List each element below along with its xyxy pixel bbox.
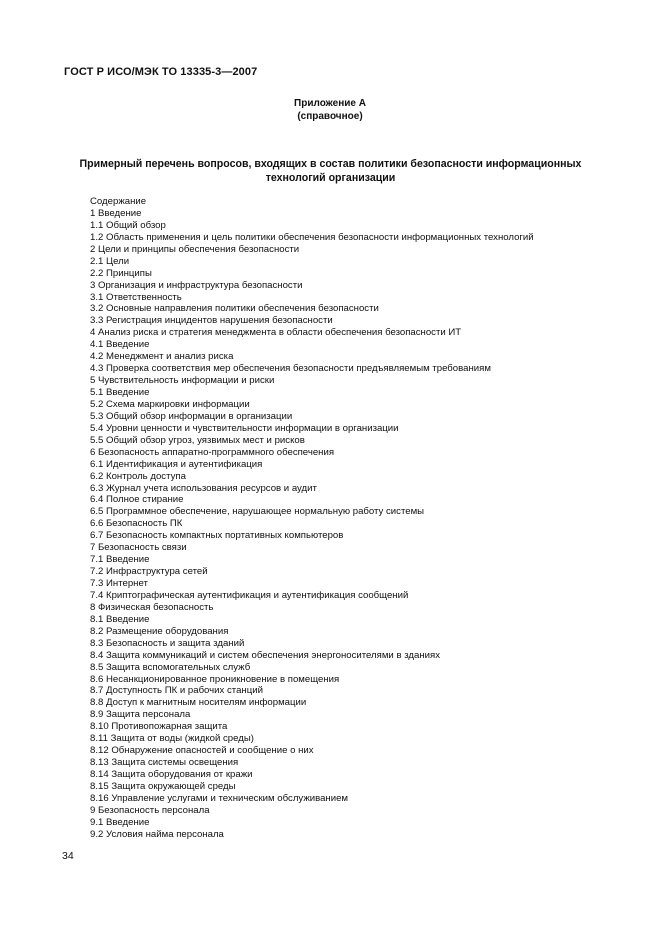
toc-item: 5.5 Общий обзор угроз, уязвимых мест и рисков [90, 434, 305, 446]
toc-item: 3 Организация и инфраструктура безопасности [90, 279, 303, 291]
toc-item: 8.1 Введение [90, 613, 150, 625]
toc-item: 6.4 Полное стирание [90, 494, 184, 506]
toc-item: 5.3 Общий обзор информации в организации [90, 410, 293, 422]
toc-item: 1.2 Область применения и цель политики обеспечения безопасности информационных технологий [90, 231, 534, 243]
toc-item: 3.1 Ответственность [90, 291, 182, 303]
toc-item: 6.3 Журнал учета использования ресурсов и аудит [90, 482, 317, 494]
toc-item: 2.2 Принципы [90, 267, 152, 279]
toc-heading: Содержание [90, 196, 147, 207]
toc-item: 8.7 Доступность ПК и рабочих станций [90, 685, 263, 697]
table-of-contents [90, 196, 610, 841]
toc-item: 2 Цели и принципы обеспечения безопасности [90, 243, 300, 255]
toc-item: 8.14 Защита оборудования от кражи [90, 769, 253, 780]
toc-item: 4.1 Введение [90, 339, 150, 351]
toc-item: 9.1 Введение [90, 816, 150, 828]
toc-item: 8 Физическая безопасность [90, 601, 214, 613]
toc-item: 8.8 Доступ к магнитным носителям информации [90, 697, 307, 709]
toc-item: 6.2 Контроль доступа [90, 470, 186, 482]
page-number: 34 [62, 850, 74, 862]
toc-item: 4.2 Менеджмент и анализ риска [90, 351, 234, 363]
toc-item: 8.13 Защита системы освещения [90, 757, 239, 769]
appendix-title: Приложение А [294, 98, 366, 109]
toc-item: 8.9 Защита персонала [90, 709, 191, 721]
page-title [50, 157, 611, 185]
toc-item: 9 Безопасность персонала [90, 804, 210, 816]
toc-item: 7 Безопасность связи [90, 542, 187, 554]
toc-item: 4 Анализ риска и стратегия менеджмента в области обеспечения безопасности ИТ [90, 327, 462, 339]
appendix-heading [230, 97, 430, 123]
toc-item: 7.3 Интернет [90, 578, 148, 589]
toc-item: 5 Чувствительность информации и риски [90, 375, 275, 387]
toc-item: 8.6 Несанкционированное проникновение в помещения [90, 673, 340, 685]
toc-item: 8.10 Противопожарная защита [90, 721, 228, 733]
toc-item: 2.1 Цели [90, 255, 130, 267]
toc-item: 5.4 Уровни ценности и чувствительности информации в организации [90, 422, 399, 434]
page-title-line-2: технологий организации [265, 172, 396, 184]
toc-item: 3.3 Регистрация инцидентов нарушения безопасности [90, 315, 333, 327]
page-title-line-1: Примерный перечень вопросов, входящих в состав политики безопасности информационных [79, 158, 582, 170]
appendix-subtitle: (справочное) [297, 111, 363, 122]
toc-item: 4.3 Проверка соответствия мер обеспечения безопасности предъявляемым требованиям [90, 363, 491, 375]
toc-item: 8.12 Обнаружение опасностей и сообщение о них [90, 745, 314, 757]
toc-item: 5.2 Схема маркировки информации [90, 398, 250, 410]
toc-item: 9.2 Условия найма персонала [90, 828, 224, 840]
toc-item: 8.2 Размещение оборудования [90, 625, 229, 637]
toc-item: 6.5 Программное обеспечение, нарушающее нормальную работу системы [90, 506, 425, 518]
toc-item: 8.11 Защита от воды (жидкой среды) [90, 733, 254, 745]
toc-item: 1 Введение [90, 207, 142, 219]
toc-item: 6 Безопасность аппаратно-программного обеспечения [90, 446, 335, 458]
toc-item: 6.1 Идентификация и аутентификация [90, 458, 263, 470]
toc-item: 8.16 Управление услугами и техническим обслуживанием [90, 792, 349, 804]
toc-item: 6.6 Безопасность ПК [90, 518, 183, 530]
toc-item: 8.4 Защита коммуникаций и систем обеспечения энергоносителями в зданиях [90, 649, 440, 661]
toc-item: 5.1 Введение [90, 387, 150, 398]
toc-item: 8.5 Защита вспомогательных служб [90, 661, 251, 673]
toc-item: 3.2 Основные направления политики обеспечения безопасности [90, 303, 379, 315]
toc-item: 7.4 Криптографическая аутентификация и аутентификация сообщений [90, 589, 409, 601]
toc-item: 8.15 Защита окружающей среды [90, 780, 236, 792]
toc-item: 1.1 Общий обзор [90, 219, 166, 231]
toc-item: 8.3 Безопасность и защита зданий [90, 637, 245, 649]
toc-item: 7.2 Инфраструктура сетей [90, 566, 208, 578]
toc-item: 7.1 Введение [90, 554, 150, 566]
document-header: ГОСТ Р ИСО/МЭК ТО 13335-3—2007 [64, 66, 258, 78]
toc-item: 6.7 Безопасность компактных портативных компьютеров [90, 530, 344, 542]
